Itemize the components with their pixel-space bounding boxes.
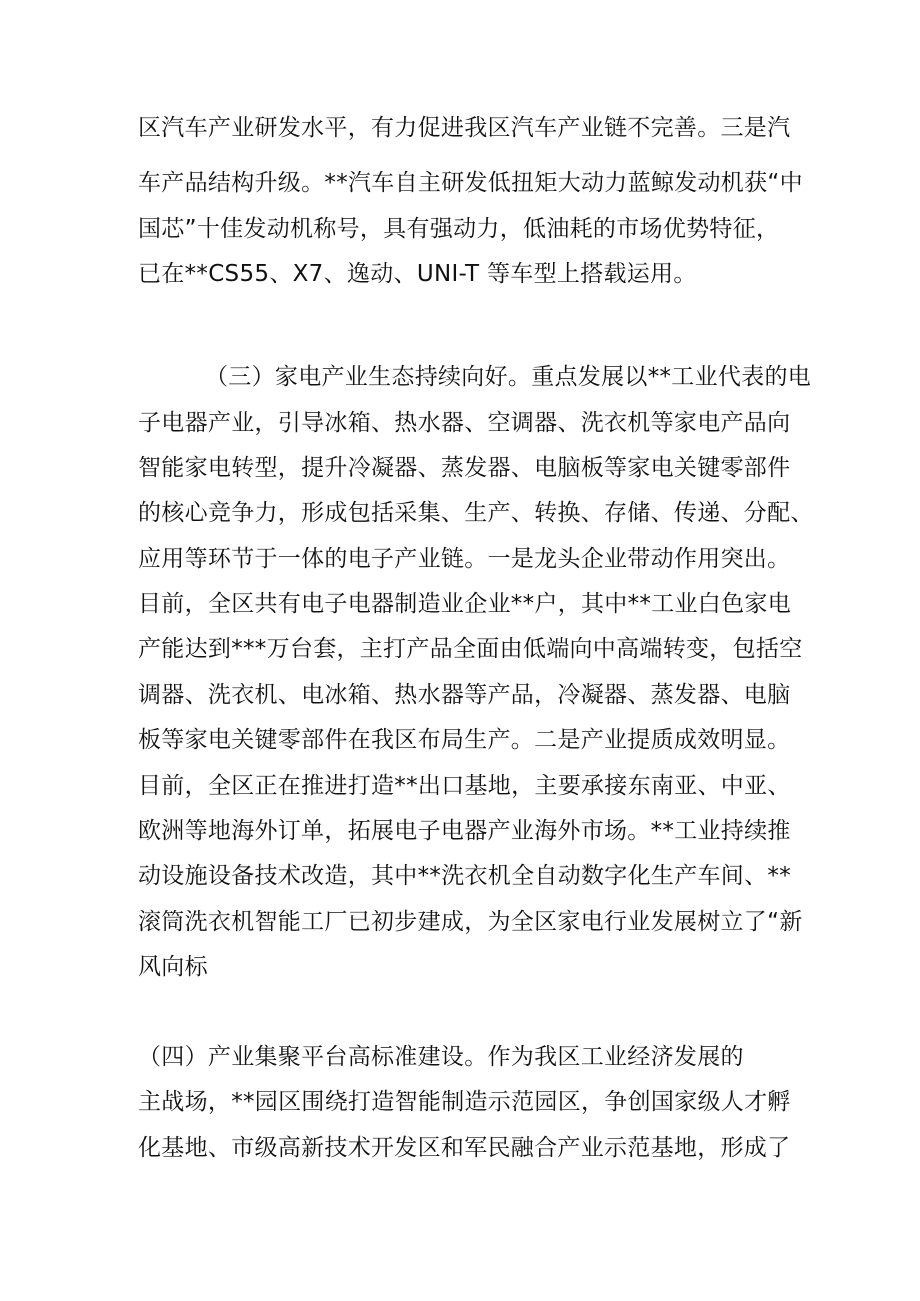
text-line: 调器、洗衣机、电冰箱、热水器等产品，冷凝器、蒸发器、电脑 [138,682,791,708]
text-line: 已在**CS55、X7、逸动、UNI-T 等车型上搭载运用。 [138,261,697,287]
text-line: 风向标 [138,954,208,980]
text-line: 区汽车产业研发水平，有力促进我区汽车产业链不完善。三是汽 [138,115,791,141]
text-line: 滚筒洗衣机智能工厂已初步建成，为全区家电行业发展树立了“新 [138,909,803,935]
text-line: 应用等环节于一体的电子产业链。一是龙头企业带动作用突出。 [138,546,791,572]
text-line: 国芯”十佳发动机称号，具有强动力，低油耗的市场优势特征， [138,216,780,242]
text-line: （四）产业集聚平台高标准建设。作为我区工业经济发展的 [138,1044,744,1070]
text-line: 车产品结构升级。**汽车自主研发低扭矩大动力蓝鲸发动机获“中 [138,170,803,196]
text-line: 板等家电关键零部件在我区布局生产。二是产业提质成效明显。 [138,727,791,753]
section-heading-3: （三）家电产业生态持续向好。重点发展以**工业代表的电 [205,364,812,390]
text-line: 目前，全区共有电子电器制造业企业**户，其中**工业白色家电 [138,591,791,617]
text-line: 化基地、市级高新技术开发区和军民融合产业示范基地，形成了 [138,1135,791,1161]
text-line: 的核心竞争力，形成包括采集、生产、转换、存储、传递、分配、 [138,500,814,526]
text-line: 欧洲等地海外订单，拓展电子电器产业海外市场。**工业持续推 [138,818,791,844]
text-line: 主战场，**园区围绕打造智能制造示范园区，争创国家级人才孵 [138,1089,791,1115]
text-line: 动设施设备技术改造，其中**洗衣机全自动数字化生产车间、** [138,863,791,889]
text-line: 智能家电转型，提升冷凝器、蒸发器、电脑板等家电关键零部件 [138,455,791,481]
text-line: 子电器产业，引导冰箱、热水器、空调器、洗衣机等家电产品向 [138,410,791,436]
text-line: 目前，全区正在推进打造**出口基地，主要承接东南亚、中亚、 [138,773,791,799]
text-line: 产能达到***万台套，主打产品全面由低端向中高端转变，包括空 [138,636,803,662]
